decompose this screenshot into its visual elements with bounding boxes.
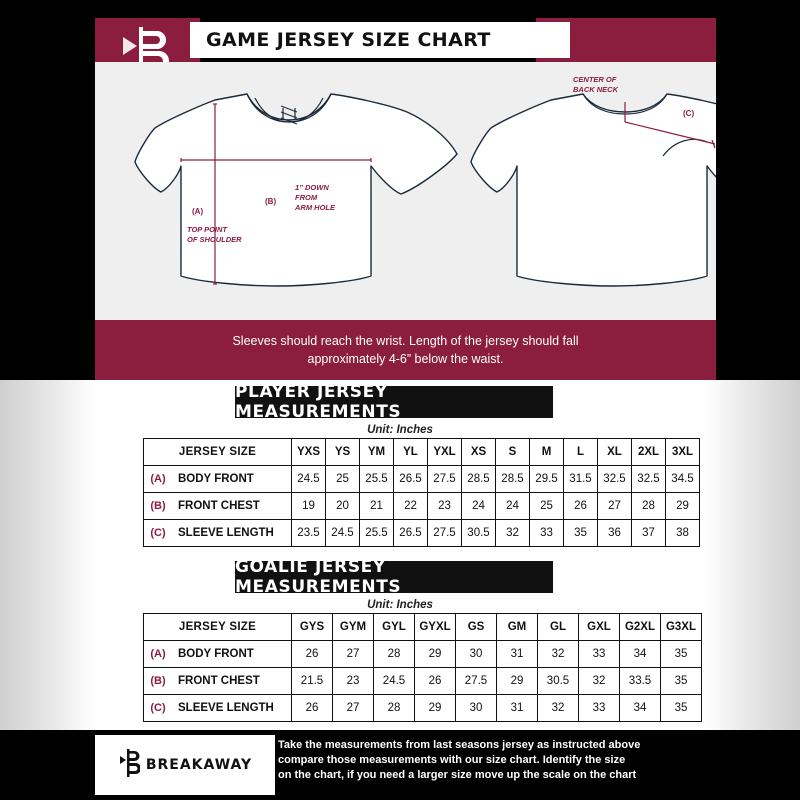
- size-column-header: S: [496, 439, 530, 466]
- measurement-cell: 26.5: [394, 520, 428, 547]
- measurement-cell: 19: [292, 493, 326, 520]
- player-section-title: PLAYER JERSEY MEASUREMENTS: [235, 386, 553, 418]
- goalie-measurements-table: [143, 613, 702, 722]
- measurement-cell: 29: [415, 641, 456, 668]
- measurement-cell: 35: [661, 668, 702, 695]
- measurement-cell: 29: [497, 668, 538, 695]
- row-tag: (C): [144, 520, 173, 547]
- measurement-cell: 24: [462, 493, 496, 520]
- svg-text:(C): (C): [683, 109, 695, 118]
- measurement-cell: 27: [333, 641, 374, 668]
- measurement-cell: 35: [661, 695, 702, 722]
- measurement-cell: 36: [598, 520, 632, 547]
- table-row: [144, 641, 702, 668]
- measurement-cell: 31: [497, 641, 538, 668]
- breakaway-mark-icon: [118, 748, 140, 783]
- measurement-cell: 33: [579, 641, 620, 668]
- measurement-cell: 30.5: [462, 520, 496, 547]
- measurement-cell: 34: [620, 695, 661, 722]
- measurement-cell: 26.5: [394, 466, 428, 493]
- size-column-header: YM: [360, 439, 394, 466]
- row-tag: (A): [144, 641, 173, 668]
- measurement-cell: 26: [292, 695, 333, 722]
- table-row: [144, 695, 702, 722]
- svg-text:FROM: FROM: [295, 193, 318, 202]
- measurement-cell: 25.5: [360, 520, 394, 547]
- measurement-cell: 30.5: [538, 668, 579, 695]
- footer-line2: compare those measurements with our size chart. Identify the size: [278, 754, 626, 766]
- table-row: [144, 466, 700, 493]
- row-label: SLEEVE LENGTH: [172, 520, 292, 547]
- svg-text:(B): (B): [265, 197, 277, 206]
- footer-brand-text: BREAKAWAY: [145, 757, 253, 773]
- illustration-side-right: [716, 62, 800, 320]
- measurement-cell: 35: [564, 520, 598, 547]
- size-column-header: GXL: [579, 614, 620, 641]
- measurement-cell: 24: [496, 493, 530, 520]
- size-column-header: GL: [538, 614, 579, 641]
- row-label: SLEEVE LENGTH: [172, 695, 292, 722]
- row-tag: (C): [144, 695, 173, 722]
- measurement-cell: 38: [666, 520, 700, 547]
- size-column-header: YXS: [292, 439, 326, 466]
- measurement-cell: 29: [666, 493, 700, 520]
- table-row: [144, 520, 700, 547]
- svg-text:1” DOWN: 1” DOWN: [295, 183, 329, 192]
- note-black-right: [716, 320, 800, 380]
- row-label: BODY FRONT: [172, 641, 292, 668]
- measurement-cell: 28: [632, 493, 666, 520]
- measurement-cell: 30: [456, 641, 497, 668]
- measurement-cell: 27.5: [428, 466, 462, 493]
- measurement-cell: 25: [326, 466, 360, 493]
- measurement-cell: 29: [415, 695, 456, 722]
- table-header-row: [144, 439, 700, 466]
- measurement-cell: 24.5: [374, 668, 415, 695]
- size-column-header: 3XL: [666, 439, 700, 466]
- page-title: [190, 22, 570, 58]
- fit-note: [95, 320, 716, 380]
- size-column-header: YS: [326, 439, 360, 466]
- header-black-left: [0, 18, 95, 62]
- measurement-cell: 31.5: [564, 466, 598, 493]
- svg-text:TOP POINT: TOP POINT: [187, 225, 228, 234]
- size-column-header: GYXL: [415, 614, 456, 641]
- top-band: [0, 0, 800, 18]
- measurement-cell: 21.5: [292, 668, 333, 695]
- measurement-cell: 32.5: [598, 466, 632, 493]
- measurement-cell: 26: [292, 641, 333, 668]
- footer-line1: Take the measurements from last seasons jersey as instructed above: [278, 739, 641, 751]
- page-title-text: GAME JERSEY SIZE CHART: [206, 29, 491, 51]
- svg-text:ARM HOLE: ARM HOLE: [295, 203, 335, 212]
- measurement-cell: 28.5: [496, 466, 530, 493]
- fit-note-line2: approximately 4-6” below the waist.: [307, 352, 504, 366]
- measurement-cell: 26: [564, 493, 598, 520]
- measurement-cell: 24.5: [326, 520, 360, 547]
- table-header-row: [144, 614, 702, 641]
- measurement-cell: 28: [374, 695, 415, 722]
- size-header-cell: JERSEY SIZE: [144, 614, 292, 641]
- measurement-cell: 20: [326, 493, 360, 520]
- size-column-header: M: [530, 439, 564, 466]
- measurement-cell: 32.5: [632, 466, 666, 493]
- row-tag: (A): [144, 466, 173, 493]
- row-tag: (B): [144, 493, 173, 520]
- footer-brand: [95, 735, 275, 795]
- measurement-cell: 23: [428, 493, 462, 520]
- row-label: BODY FRONT: [172, 466, 292, 493]
- measurement-cell: 21: [360, 493, 394, 520]
- size-column-header: 2XL: [632, 439, 666, 466]
- measurement-cell: 25.5: [360, 466, 394, 493]
- table-row: [144, 668, 702, 695]
- svg-text:BACK NECK: BACK NECK: [573, 85, 618, 94]
- measurement-cell: 25: [530, 493, 564, 520]
- measurement-cell: 22: [394, 493, 428, 520]
- size-column-header: G3XL: [661, 614, 702, 641]
- size-column-header: GS: [456, 614, 497, 641]
- measurement-cell: 31: [497, 695, 538, 722]
- measurement-cell: 27.5: [456, 668, 497, 695]
- measurement-cell: 32: [538, 695, 579, 722]
- svg-text:(A): (A): [192, 207, 204, 216]
- size-header-cell: JERSEY SIZE: [144, 439, 292, 466]
- svg-text:CENTER OF: CENTER OF: [573, 75, 617, 84]
- size-column-header: GM: [497, 614, 538, 641]
- measurement-cell: 32: [538, 641, 579, 668]
- row-label: FRONT CHEST: [172, 493, 292, 520]
- jersey-illustration-panel: [95, 62, 716, 320]
- measurement-cell: 32: [579, 668, 620, 695]
- svg-text:OF SHOULDER: OF SHOULDER: [187, 235, 242, 244]
- table-row: [144, 493, 700, 520]
- measurement-cell: 35: [661, 641, 702, 668]
- illustration-side-left: [0, 62, 95, 320]
- size-column-header: XS: [462, 439, 496, 466]
- size-column-header: GYL: [374, 614, 415, 641]
- measurement-cell: 28.5: [462, 466, 496, 493]
- size-column-header: YXL: [428, 439, 462, 466]
- player-unit-label: Unit: Inches: [367, 424, 433, 436]
- measurement-cell: 29.5: [530, 466, 564, 493]
- size-column-header: G2XL: [620, 614, 661, 641]
- footer-instructions: [278, 738, 708, 783]
- measurement-cell: 27: [333, 695, 374, 722]
- size-column-header: XL: [598, 439, 632, 466]
- measurement-cell: 33.5: [620, 668, 661, 695]
- size-column-header: L: [564, 439, 598, 466]
- measurement-cell: 28: [374, 641, 415, 668]
- measurement-cell: 23: [333, 668, 374, 695]
- size-column-header: GYM: [333, 614, 374, 641]
- measurement-cell: 23.5: [292, 520, 326, 547]
- row-tag: (B): [144, 668, 173, 695]
- measurement-cell: 37: [632, 520, 666, 547]
- measurement-cell: 30: [456, 695, 497, 722]
- goalie-section-title: GOALIE JERSEY MEASUREMENTS: [235, 561, 553, 593]
- note-black-left: [0, 320, 95, 380]
- fit-note-line1: Sleeves should reach the wrist. Length of the jersey should fall: [232, 334, 579, 348]
- measurement-cell: 26: [415, 668, 456, 695]
- measurement-cell: 34: [620, 641, 661, 668]
- goalie-unit-label: Unit: Inches: [367, 599, 433, 611]
- measurement-cell: 32: [496, 520, 530, 547]
- measurement-cell: 33: [530, 520, 564, 547]
- measurement-cell: 34.5: [666, 466, 700, 493]
- size-column-header: GYS: [292, 614, 333, 641]
- footer-line3: on the chart, if you need a larger size move up the scale on the chart: [278, 769, 637, 781]
- size-column-header: YL: [394, 439, 428, 466]
- measurement-cell: 27.5: [428, 520, 462, 547]
- measurement-cell: 27: [598, 493, 632, 520]
- row-label: FRONT CHEST: [172, 668, 292, 695]
- measurement-cell: 24.5: [292, 466, 326, 493]
- player-measurements-table: [143, 438, 700, 547]
- measurement-cell: 33: [579, 695, 620, 722]
